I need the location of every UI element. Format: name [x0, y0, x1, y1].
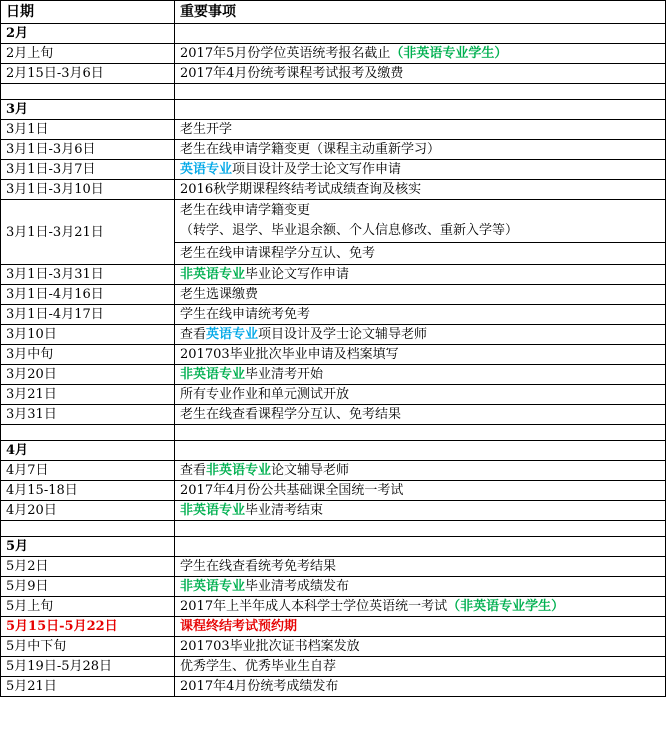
row-item: 查看非英语专业论文辅导老师 — [175, 461, 666, 481]
table-row — [1, 345, 666, 365]
table-row — [1, 461, 666, 481]
row-date: 2月15日-3月6日 — [1, 64, 175, 84]
row-item: 英语专业项目设计及学士论文写作申请 — [175, 160, 666, 180]
spacer-row — [1, 425, 666, 441]
month-label: 5月 — [1, 537, 175, 557]
row-date: 5月上旬 — [1, 597, 175, 617]
row-item: 老生开学 — [175, 120, 666, 140]
row-item: 2017年上半年成人本科学士学位英语统一考试（非英语专业学生） — [175, 597, 666, 617]
table-row — [1, 305, 666, 325]
row-date: 5月19日-5月28日 — [1, 657, 175, 677]
row-item: 非英语专业毕业清考结束 — [175, 501, 666, 521]
row-date: 5月15日-5月22日 — [1, 617, 175, 637]
row-date: 4月20日 — [1, 501, 175, 521]
row-item: 学生在线查看统考免考结果 — [175, 557, 666, 577]
row-item: 老生在线申请学籍变更 （转学、退学、毕业退余额、个人信息修改、重新入学等） — [175, 200, 666, 243]
table-row — [1, 405, 666, 425]
table-row — [1, 44, 666, 64]
table-row — [1, 481, 666, 501]
row-item: 学生在线申请统考免考 — [175, 305, 666, 325]
header-row — [1, 1, 666, 24]
month-row-feb — [1, 24, 666, 44]
table-row — [1, 160, 666, 180]
row-item: 老生在线查看课程学分互认、免考结果 — [175, 405, 666, 425]
table-row — [1, 285, 666, 305]
row-date: 5月2日 — [1, 557, 175, 577]
table-row — [1, 577, 666, 597]
row-item: 老生在线申请课程学分互认、免考 — [175, 243, 666, 265]
row-date: 3月1日-4月17日 — [1, 305, 175, 325]
table-row — [1, 180, 666, 200]
table-row — [1, 657, 666, 677]
row-date: 4月7日 — [1, 461, 175, 481]
row-item: 所有专业作业和单元测试开放 — [175, 385, 666, 405]
row-date: 5月9日 — [1, 577, 175, 597]
table-row — [1, 677, 666, 697]
table-row — [1, 637, 666, 657]
row-date: 3月1日-3月31日 — [1, 265, 175, 285]
table-row — [1, 265, 666, 285]
month-label: 4月 — [1, 441, 175, 461]
spacer-row — [1, 521, 666, 537]
month-row-apr — [1, 441, 666, 461]
row-item: 优秀学生、优秀毕业生自荐 — [175, 657, 666, 677]
month-row-may — [1, 537, 666, 557]
row-date: 3月10日 — [1, 325, 175, 345]
row-date: 3月中旬 — [1, 345, 175, 365]
table-row — [1, 501, 666, 521]
row-date: 3月1日-3月6日 — [1, 140, 175, 160]
row-item: 老生在线申请学籍变更（课程主动重新学习） — [175, 140, 666, 160]
row-date: 3月1日 — [1, 120, 175, 140]
date-column-header: 日期 — [1, 1, 175, 24]
row-date: 3月1日-3月21日 — [1, 200, 175, 265]
table-row — [1, 557, 666, 577]
table-row — [1, 200, 666, 243]
table-row — [1, 597, 666, 617]
row-item: 老生选课缴费 — [175, 285, 666, 305]
row-item: 201703毕业批次毕业申请及档案填写 — [175, 345, 666, 365]
row-item: 非英语专业毕业清考开始 — [175, 365, 666, 385]
row-item: 2017年5月份学位英语统考报名截止（非英语专业学生） — [175, 44, 666, 64]
row-item: 201703毕业批次证书档案发放 — [175, 637, 666, 657]
row-date: 3月1日-3月7日 — [1, 160, 175, 180]
row-date: 3月1日-4月16日 — [1, 285, 175, 305]
table-row — [1, 140, 666, 160]
row-date: 5月中下旬 — [1, 637, 175, 657]
row-date: 5月21日 — [1, 677, 175, 697]
row-date: 3月1日-3月10日 — [1, 180, 175, 200]
row-item: 查看英语专业项目设计及学士论文辅导老师 — [175, 325, 666, 345]
table-row — [1, 64, 666, 84]
table-row — [1, 325, 666, 345]
row-item: 2017年4月份统考课程考试报考及缴费 — [175, 64, 666, 84]
row-item: 2017年4月份统考成绩发布 — [175, 677, 666, 697]
row-item: 非英语专业毕业清考成绩发布 — [175, 577, 666, 597]
spacer-row — [1, 84, 666, 100]
month-row-mar — [1, 100, 666, 120]
table-row — [1, 385, 666, 405]
row-item: 课程终结考试预约期 — [175, 617, 666, 637]
row-date: 3月20日 — [1, 365, 175, 385]
row-date: 3月31日 — [1, 405, 175, 425]
table-row — [1, 365, 666, 385]
row-date: 4月15-18日 — [1, 481, 175, 501]
row-date: 2月上旬 — [1, 44, 175, 64]
row-item: 2017年4月份公共基础课全国统一考试 — [175, 481, 666, 501]
table-row — [1, 120, 666, 140]
month-label: 3月 — [1, 100, 175, 120]
month-label: 2月 — [1, 24, 175, 44]
row-item: 2016秋学期课程终结考试成绩查询及核实 — [175, 180, 666, 200]
row-item: 非英语专业毕业论文写作申请 — [175, 265, 666, 285]
row-date: 3月21日 — [1, 385, 175, 405]
item-column-header: 重要事项 — [175, 1, 666, 24]
table-row-highlight — [1, 617, 666, 637]
